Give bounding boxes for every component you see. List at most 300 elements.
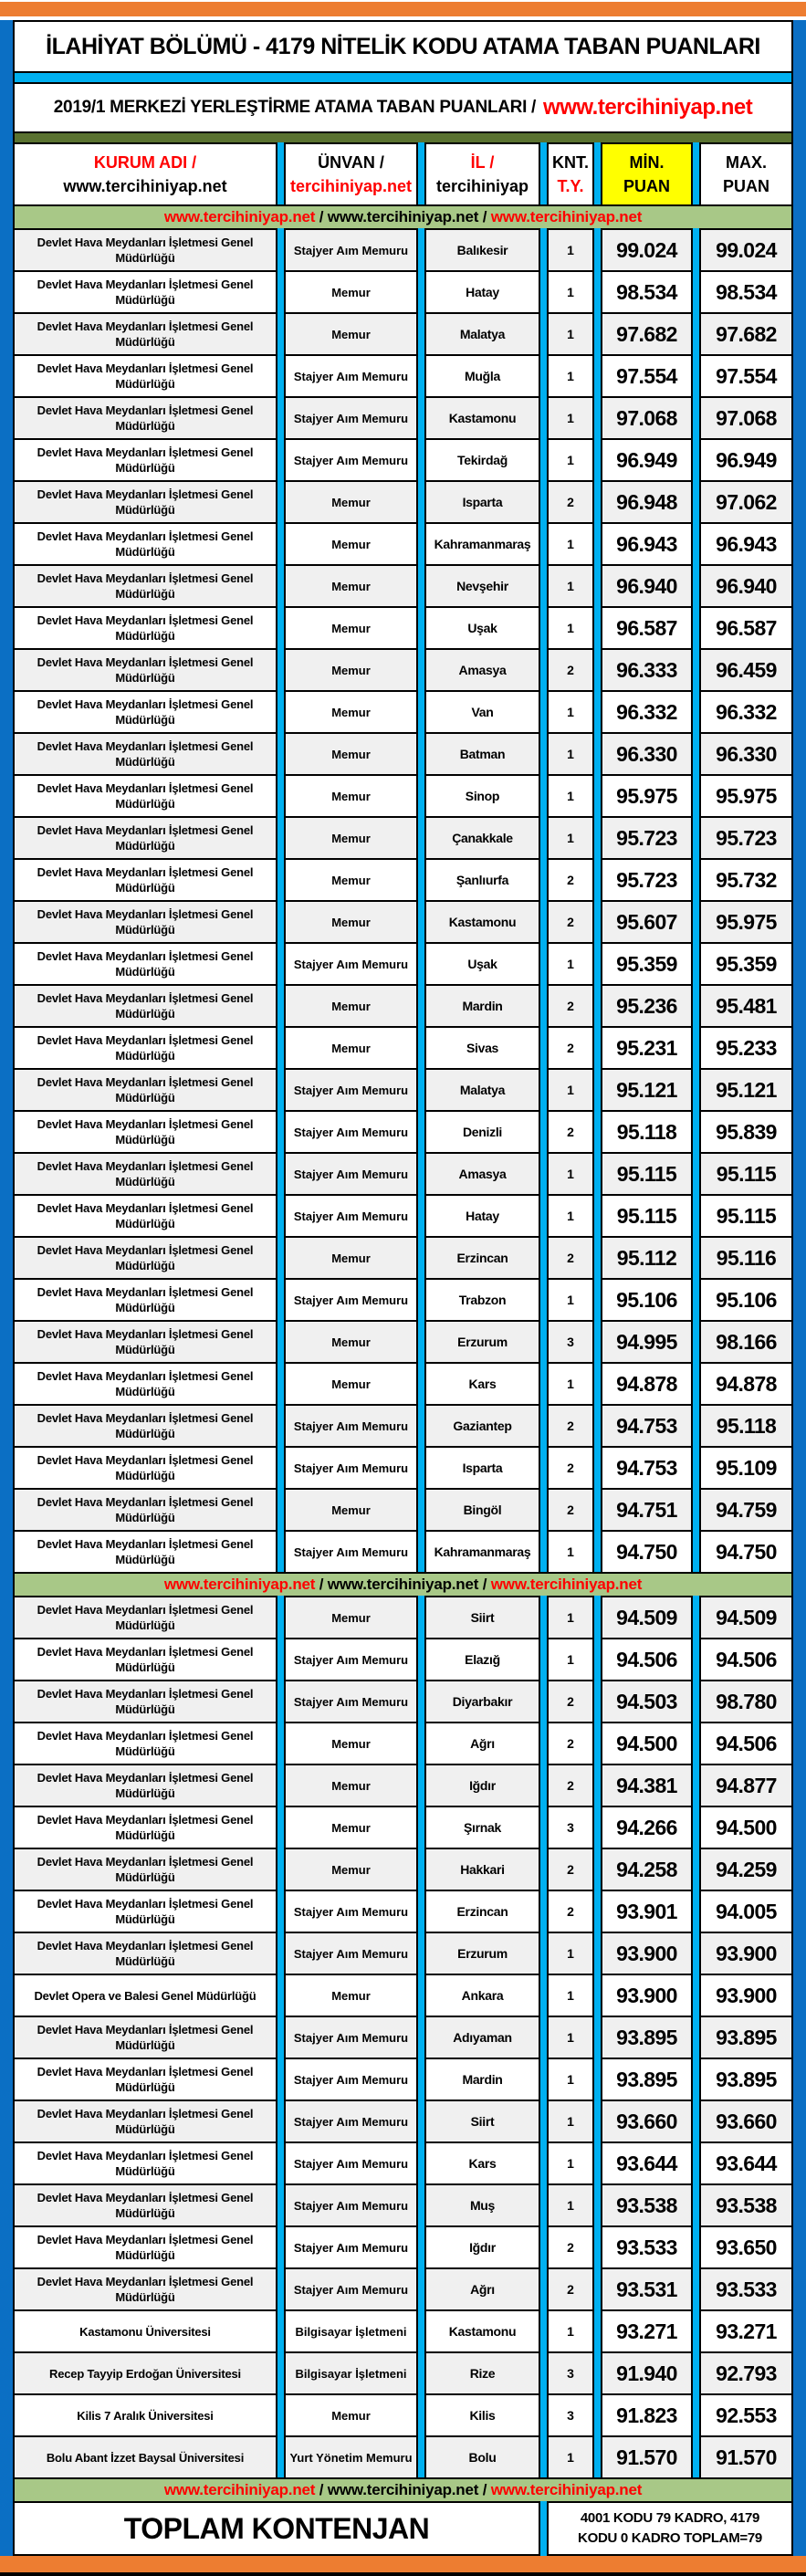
unvan-cell: Stajyer Aım Memuru [284,2225,418,2269]
table-row [13,1488,793,1532]
kurum-cell: Devlet Hava Meydanları İşletmesi Genel Müdürlüğü [13,1680,277,1723]
unvan-cell: Memur [284,2393,418,2437]
il-cell: Malatya [424,1068,540,1112]
min-score-cell: 95.106 [601,1278,693,1322]
unvan-cell: Memur [284,1488,418,1532]
subtitle-row [13,82,793,133]
banner-url: www.tercihiniyap.net [490,2481,643,2498]
knt-cell: 1 [547,732,594,776]
unvan-cell: Stajyer Aım Memuru [284,2016,418,2059]
table-row [13,2141,793,2185]
knt-cell: 2 [547,1446,594,1490]
table-row [13,1680,793,1723]
banner-url: www.tercihiniyap.net [490,208,643,225]
table-row [13,2351,793,2395]
max-score-cell: 94.877 [699,1764,793,1807]
min-score-cell: 95.975 [601,774,693,818]
min-score-cell: 94.753 [601,1404,693,1448]
table-row [13,2225,793,2269]
unvan-cell: Memur [284,1722,418,1765]
table-row [13,2100,793,2143]
il-cell: Amasya [424,1152,540,1196]
page-title: İLAHİYAT BÖLÜMÜ - 4179 NİTELİK KODU ATAMA TABAN PUANLARI [13,20,793,73]
il-cell: Uşak [424,942,540,986]
table-row [13,732,793,776]
kurum-cell: Kilis 7 Aralık Üniversitesi [13,2393,277,2437]
kurum-cell: Devlet Hava Meydanları İşletmesi Genel Müdürlüğü [13,2141,277,2185]
min-score-cell: 94.509 [601,1596,693,1639]
max-score-cell: 95.118 [699,1404,793,1448]
min-score-cell: 93.901 [601,1890,693,1933]
kurum-cell: Devlet Hava Meydanları İşletmesi Genel Müdürlüğü [13,1026,277,1070]
max-score-cell: 94.259 [699,1848,793,1891]
max-score-cell: 93.538 [699,2183,793,2227]
unvan-cell: Stajyer Aım Memuru [284,1404,418,1448]
knt-cell: 1 [547,942,594,986]
il-cell: Sinop [424,774,540,818]
max-score-cell: 94.005 [699,1890,793,1933]
max-header-line2: PUAN [722,177,769,195]
knt-cell: 2 [547,900,594,944]
knt-cell: 1 [547,2100,594,2143]
knt-cell: 1 [547,1530,594,1574]
min-score-cell: 93.895 [601,2016,693,2059]
unvan-cell: Memur [284,1320,418,1364]
table-row [13,1722,793,1765]
il-cell: Sivas [424,1026,540,1070]
knt-cell: 1 [547,606,594,650]
knt-cell: 2 [547,480,594,524]
kurum-cell: Devlet Hava Meydanları İşletmesi Genel Müdürlüğü [13,690,277,734]
max-score-cell: 98.780 [699,1680,793,1723]
tercihiniyap-banner [13,2477,793,2503]
max-score-cell: 95.115 [699,1152,793,1196]
knt-cell: 2 [547,1722,594,1765]
kurum-cell: Devlet Hava Meydanları İşletmesi Genel Müdürlüğü [13,2267,277,2311]
min-score-cell: 93.660 [601,2100,693,2143]
il-cell: Malatya [424,312,540,356]
unvan-cell: Stajyer Aım Memuru [284,438,418,482]
min-score-cell: 95.607 [601,900,693,944]
knt-cell: 1 [547,438,594,482]
knt-cell: 1 [547,2183,594,2227]
table-row [13,1764,793,1807]
il-cell: Siirt [424,2100,540,2143]
unvan-cell: Memur [284,1362,418,1406]
il-cell: Hatay [424,270,540,314]
il-cell: Hakkari [424,1848,540,1891]
il-cell: Ankara [424,1974,540,2017]
min-score-cell: 94.258 [601,1848,693,1891]
table-row [13,1806,793,1849]
kurum-cell: Devlet Hava Meydanları İşletmesi Genel Müdürlüğü [13,1278,277,1322]
min-score-cell: 98.534 [601,270,693,314]
il-cell: Balıkesir [424,228,540,272]
knt-cell: 1 [547,1974,594,2017]
kurum-cell: Devlet Hava Meydanları İşletmesi Genel Müdürlüğü [13,732,277,776]
max-score-cell: 92.793 [699,2351,793,2395]
min-score-cell: 94.381 [601,1764,693,1807]
table-row [13,1362,793,1406]
max-score-cell: 93.660 [699,2100,793,2143]
min-header-line1: MİN. [629,153,665,172]
knt-cell: 1 [547,522,594,566]
column-header-min [601,142,693,206]
il-cell: Uşak [424,606,540,650]
il-header-line1: İL / [470,153,495,172]
il-cell: Denizli [424,1110,540,1154]
footer-total-label: TOPLAM KONTENJAN [13,2501,540,2556]
unvan-cell: Memur [284,1236,418,1280]
kurum-cell: Devlet Hava Meydanları İşletmesi Genel Müdürlüğü [13,1638,277,1681]
table-row [13,606,793,650]
unvan-cell: Memur [284,1596,418,1639]
min-score-cell: 94.753 [601,1446,693,1490]
knt-cell: 2 [547,1848,594,1891]
min-score-cell: 91.570 [601,2435,693,2479]
il-cell: Bolu [424,2435,540,2479]
il-cell: Kahramanmaraş [424,1530,540,1574]
min-score-cell: 95.236 [601,984,693,1028]
table-row [13,858,793,902]
knt-header-line1: KNT. [552,153,589,172]
kurum-cell: Devlet Hava Meydanları İşletmesi Genel Müdürlüğü [13,1152,277,1196]
max-score-cell: 93.900 [699,1974,793,2017]
knt-cell: 1 [547,312,594,356]
table-row [13,1446,793,1490]
footer-quota-line1: 4001 KODU 79 KADRO, 4179 [580,2510,760,2526]
table-row [13,438,793,482]
min-score-cell: 94.878 [601,1362,693,1406]
min-score-cell: 94.266 [601,1806,693,1849]
kurum-cell: Devlet Hava Meydanları İşletmesi Genel Müdürlüğü [13,942,277,986]
unvan-cell: Stajyer Aım Memuru [284,1278,418,1322]
unvan-cell: Memur [284,732,418,776]
kurum-cell: Devlet Hava Meydanları İşletmesi Genel Müdürlüğü [13,2058,277,2101]
min-score-cell: 95.118 [601,1110,693,1154]
il-cell: Kilis [424,2393,540,2437]
min-score-cell: 94.500 [601,1722,693,1765]
knt-cell: 3 [547,2351,594,2395]
column-header-il [424,142,540,206]
il-cell: Muş [424,2183,540,2227]
min-score-cell: 93.900 [601,1974,693,2017]
max-score-cell: 95.359 [699,942,793,986]
knt-cell: 1 [547,270,594,314]
banner-url: www.tercihiniyap.net [163,208,316,225]
unvan-cell: Memur [284,1974,418,2017]
max-score-cell: 92.553 [699,2393,793,2437]
banner-separator: / [478,2481,491,2498]
il-cell: Kastamonu [424,396,540,440]
knt-cell: 3 [547,2393,594,2437]
max-score-cell: 93.895 [699,2016,793,2059]
max-score-cell: 95.115 [699,1194,793,1238]
max-score-cell: 94.750 [699,1530,793,1574]
table-row [13,816,793,860]
column-header-knt [547,142,594,206]
max-score-cell: 93.900 [699,1932,793,1975]
knt-cell: 1 [547,1068,594,1112]
knt-cell: 2 [547,1890,594,1933]
table-frame [0,20,806,2556]
max-score-cell: 97.554 [699,354,793,398]
table-row [13,1194,793,1238]
min-score-cell: 93.900 [601,1932,693,1975]
knt-cell: 1 [547,2016,594,2059]
il-cell: Kastamonu [424,2309,540,2353]
kurum-cell: Devlet Hava Meydanları İşletmesi Genel Müdürlüğü [13,1194,277,1238]
kurum-header-line2: www.tercihiniyap.net [63,177,227,195]
max-score-cell: 94.506 [699,1722,793,1765]
min-score-cell: 93.531 [601,2267,693,2311]
min-score-cell: 94.750 [601,1530,693,1574]
kurum-cell: Devlet Hava Meydanları İşletmesi Genel Müdürlüğü [13,1110,277,1154]
max-score-cell: 95.975 [699,900,793,944]
unvan-cell: Stajyer Aım Memuru [284,1890,418,1933]
unvan-cell: Stajyer Aım Memuru [284,1932,418,1975]
unvan-cell: Stajyer Aım Memuru [284,2141,418,2185]
max-score-cell: 98.534 [699,270,793,314]
column-header-unvan [284,142,418,206]
unvan-cell: Stajyer Aım Memuru [284,2100,418,2143]
kurum-cell: Devlet Hava Meydanları İşletmesi Genel Müdürlüğü [13,1068,277,1112]
table-row [13,2016,793,2059]
knt-cell: 2 [547,648,594,692]
unvan-cell: Stajyer Aım Memuru [284,1530,418,1574]
kurum-cell: Devlet Hava Meydanları İşletmesi Genel Müdürlüğü [13,1446,277,1490]
il-cell: Gaziantep [424,1404,540,1448]
kurum-cell: Devlet Hava Meydanları İşletmesi Genel Müdürlüğü [13,1404,277,1448]
max-score-cell: 96.587 [699,606,793,650]
kurum-cell: Devlet Hava Meydanları İşletmesi Genel Müdürlüğü [13,2100,277,2143]
min-score-cell: 97.682 [601,312,693,356]
footer-quota-line2: KODU 0 KADRO TOPLAM=79 [578,2530,762,2546]
min-score-cell: 93.271 [601,2309,693,2353]
max-score-cell: 95.116 [699,1236,793,1280]
il-cell: Erzincan [424,1890,540,1933]
kurum-cell: Devlet Hava Meydanları İşletmesi Genel Müdürlüğü [13,648,277,692]
max-score-cell: 95.121 [699,1068,793,1112]
table-row [13,1974,793,2017]
banner-separator: / [478,208,491,225]
unvan-cell: Memur [284,1848,418,1891]
knt-cell: 1 [547,1152,594,1196]
table-row [13,1596,793,1639]
kurum-cell: Devlet Hava Meydanları İşletmesi Genel Müdürlüğü [13,1806,277,1849]
table-row [13,690,793,734]
kurum-cell: Devlet Hava Meydanları İşletmesi Genel Müdürlüğü [13,1890,277,1933]
min-score-cell: 91.940 [601,2351,693,2395]
top-orange-bar [0,2,806,16]
il-cell: Kastamonu [424,900,540,944]
il-cell: Ağrı [424,1722,540,1765]
il-cell: Erzincan [424,1236,540,1280]
knt-cell: 1 [547,2141,594,2185]
table-row [13,900,793,944]
table-row [13,1932,793,1975]
kurum-cell: Devlet Hava Meydanları İşletmesi Genel Müdürlüğü [13,816,277,860]
min-score-cell: 94.995 [601,1320,693,1364]
table-row [13,2267,793,2311]
knt-cell: 2 [547,984,594,1028]
il-cell: Tekirdağ [424,438,540,482]
table-row [13,1848,793,1891]
kurum-cell: Devlet Hava Meydanları İşletmesi Genel Müdürlüğü [13,606,277,650]
knt-cell: 1 [547,1362,594,1406]
kurum-cell: Devlet Hava Meydanları İşletmesi Genel Müdürlüğü [13,354,277,398]
unvan-cell: Memur [284,564,418,608]
kurum-cell: Bolu Abant İzzet Baysal Üniversitesi [13,2435,277,2479]
knt-cell: 2 [547,2267,594,2311]
max-score-cell: 95.732 [699,858,793,902]
kurum-cell: Devlet Hava Meydanları İşletmesi Genel Müdürlüğü [13,774,277,818]
il-cell: Iğdır [424,1764,540,1807]
table-row [13,1110,793,1154]
kurum-header-line1: KURUM ADI / [93,153,197,172]
max-score-cell: 96.330 [699,732,793,776]
knt-cell: 1 [547,2309,594,2353]
max-score-cell: 93.650 [699,2225,793,2269]
banner-url: www.tercihiniyap.net [327,208,479,225]
knt-cell: 3 [547,1320,594,1364]
min-score-cell: 96.949 [601,438,693,482]
table-row [13,2058,793,2101]
il-cell: Erzurum [424,1320,540,1364]
table-row [13,2435,793,2479]
bottom-orange-bar [0,2556,806,2576]
column-header-kurum [13,142,277,206]
kurum-cell: Devlet Hava Meydanları İşletmesi Genel Müdürlüğü [13,312,277,356]
knt-cell: 1 [547,1194,594,1238]
unvan-cell: Stajyer Aım Memuru [284,396,418,440]
min-score-cell: 97.554 [601,354,693,398]
min-score-cell: 95.115 [601,1194,693,1238]
unvan-cell: Yurt Yönetim Memuru [284,2435,418,2479]
max-score-cell: 95.106 [699,1278,793,1322]
kurum-cell: Devlet Hava Meydanları İşletmesi Genel Müdürlüğü [13,1932,277,1975]
il-cell: Kars [424,1362,540,1406]
knt-cell: 2 [547,858,594,902]
knt-cell: 1 [547,1278,594,1322]
table-row [13,480,793,524]
min-score-cell: 96.940 [601,564,693,608]
max-score-cell: 95.233 [699,1026,793,1070]
max-score-cell: 96.459 [699,648,793,692]
min-score-cell: 95.359 [601,942,693,986]
table-row [13,2183,793,2227]
tercihiniyap-banner [13,204,793,230]
il-cell: Rize [424,2351,540,2395]
unvan-cell: Memur [284,480,418,524]
knt-cell: 1 [547,1638,594,1681]
banner-url: www.tercihiniyap.net [163,2481,316,2498]
il-cell: Mardin [424,984,540,1028]
il-cell: Iğdır [424,2225,540,2269]
max-score-cell: 94.759 [699,1488,793,1532]
il-cell: Isparta [424,480,540,524]
il-cell: Isparta [424,1446,540,1490]
knt-cell: 3 [547,1806,594,1849]
knt-cell: 1 [547,1932,594,1975]
knt-cell: 2 [547,2225,594,2269]
column-header-max [699,142,793,206]
knt-cell: 2 [547,1488,594,1532]
max-score-cell: 93.271 [699,2309,793,2353]
max-score-cell: 93.644 [699,2141,793,2185]
content-column [13,20,793,2556]
max-score-cell: 95.839 [699,1110,793,1154]
knt-cell: 2 [547,1110,594,1154]
min-score-cell: 96.943 [601,522,693,566]
max-header-line1: MAX. [726,153,767,172]
unvan-cell: Stajyer Aım Memuru [284,942,418,986]
unvan-cell: Memur [284,900,418,944]
min-score-cell: 91.823 [601,2393,693,2437]
min-score-cell: 96.587 [601,606,693,650]
max-score-cell: 94.506 [699,1638,793,1681]
knt-cell: 2 [547,1680,594,1723]
unvan-cell: Memur [284,1806,418,1849]
min-score-cell: 94.751 [601,1488,693,1532]
max-score-cell: 94.509 [699,1596,793,1639]
page [0,2,806,2576]
subtitle-label: 2019/1 MERKEZİ YERLEŞTİRME ATAMA TABAN PUANLARI / [53,98,537,117]
unvan-cell: Stajyer Aım Memuru [284,1680,418,1723]
table-row [13,2393,793,2437]
kurum-cell: Devlet Hava Meydanları İşletmesi Genel Müdürlüğü [13,2225,277,2269]
table-row [13,1890,793,1933]
min-score-cell: 96.333 [601,648,693,692]
kurum-cell: Devlet Hava Meydanları İşletmesi Genel Müdürlüğü [13,522,277,566]
table-row [13,1530,793,1574]
unvan-cell: Stajyer Aım Memuru [284,228,418,272]
banner-url: www.tercihiniyap.net [327,1576,479,1593]
min-score-cell: 96.332 [601,690,693,734]
column-header-row [13,142,793,206]
knt-header-line2: T.Y. [557,177,584,195]
table-row [13,228,793,272]
il-cell: Amasya [424,648,540,692]
il-cell: Kahramanmaraş [424,522,540,566]
table-row [13,984,793,1028]
footer-quota-note [547,2501,793,2556]
kurum-cell: Devlet Hava Meydanları İşletmesi Genel Müdürlüğü [13,564,277,608]
min-header-line2: PUAN [623,177,670,195]
table-row [13,354,793,398]
kurum-cell: Devlet Hava Meydanları İşletmesi Genel Müdürlüğü [13,228,277,272]
unvan-cell: Memur [284,1764,418,1807]
il-cell: Ağrı [424,2267,540,2311]
min-score-cell: 95.112 [601,1236,693,1280]
kurum-cell: Devlet Hava Meydanları İşletmesi Genel Müdürlüğü [13,1848,277,1891]
il-cell: Elazığ [424,1638,540,1681]
il-cell: Siirt [424,1596,540,1639]
left-blue-border [0,20,13,2556]
min-score-cell: 93.538 [601,2183,693,2227]
banner-url: www.tercihiniyap.net [163,1576,316,1593]
kurum-cell: Devlet Hava Meydanları İşletmesi Genel Müdürlüğü [13,1764,277,1807]
knt-cell: 1 [547,564,594,608]
unvan-cell: Stajyer Aım Memuru [284,1152,418,1196]
kurum-cell: Devlet Hava Meydanları İşletmesi Genel Müdürlüğü [13,270,277,314]
unvan-cell: Memur [284,774,418,818]
max-score-cell: 97.062 [699,480,793,524]
banner-separator: / [478,1576,491,1593]
unvan-header-line2: tercihiniyap.net [289,177,413,195]
il-cell: Hatay [424,1194,540,1238]
table-row [13,2309,793,2353]
